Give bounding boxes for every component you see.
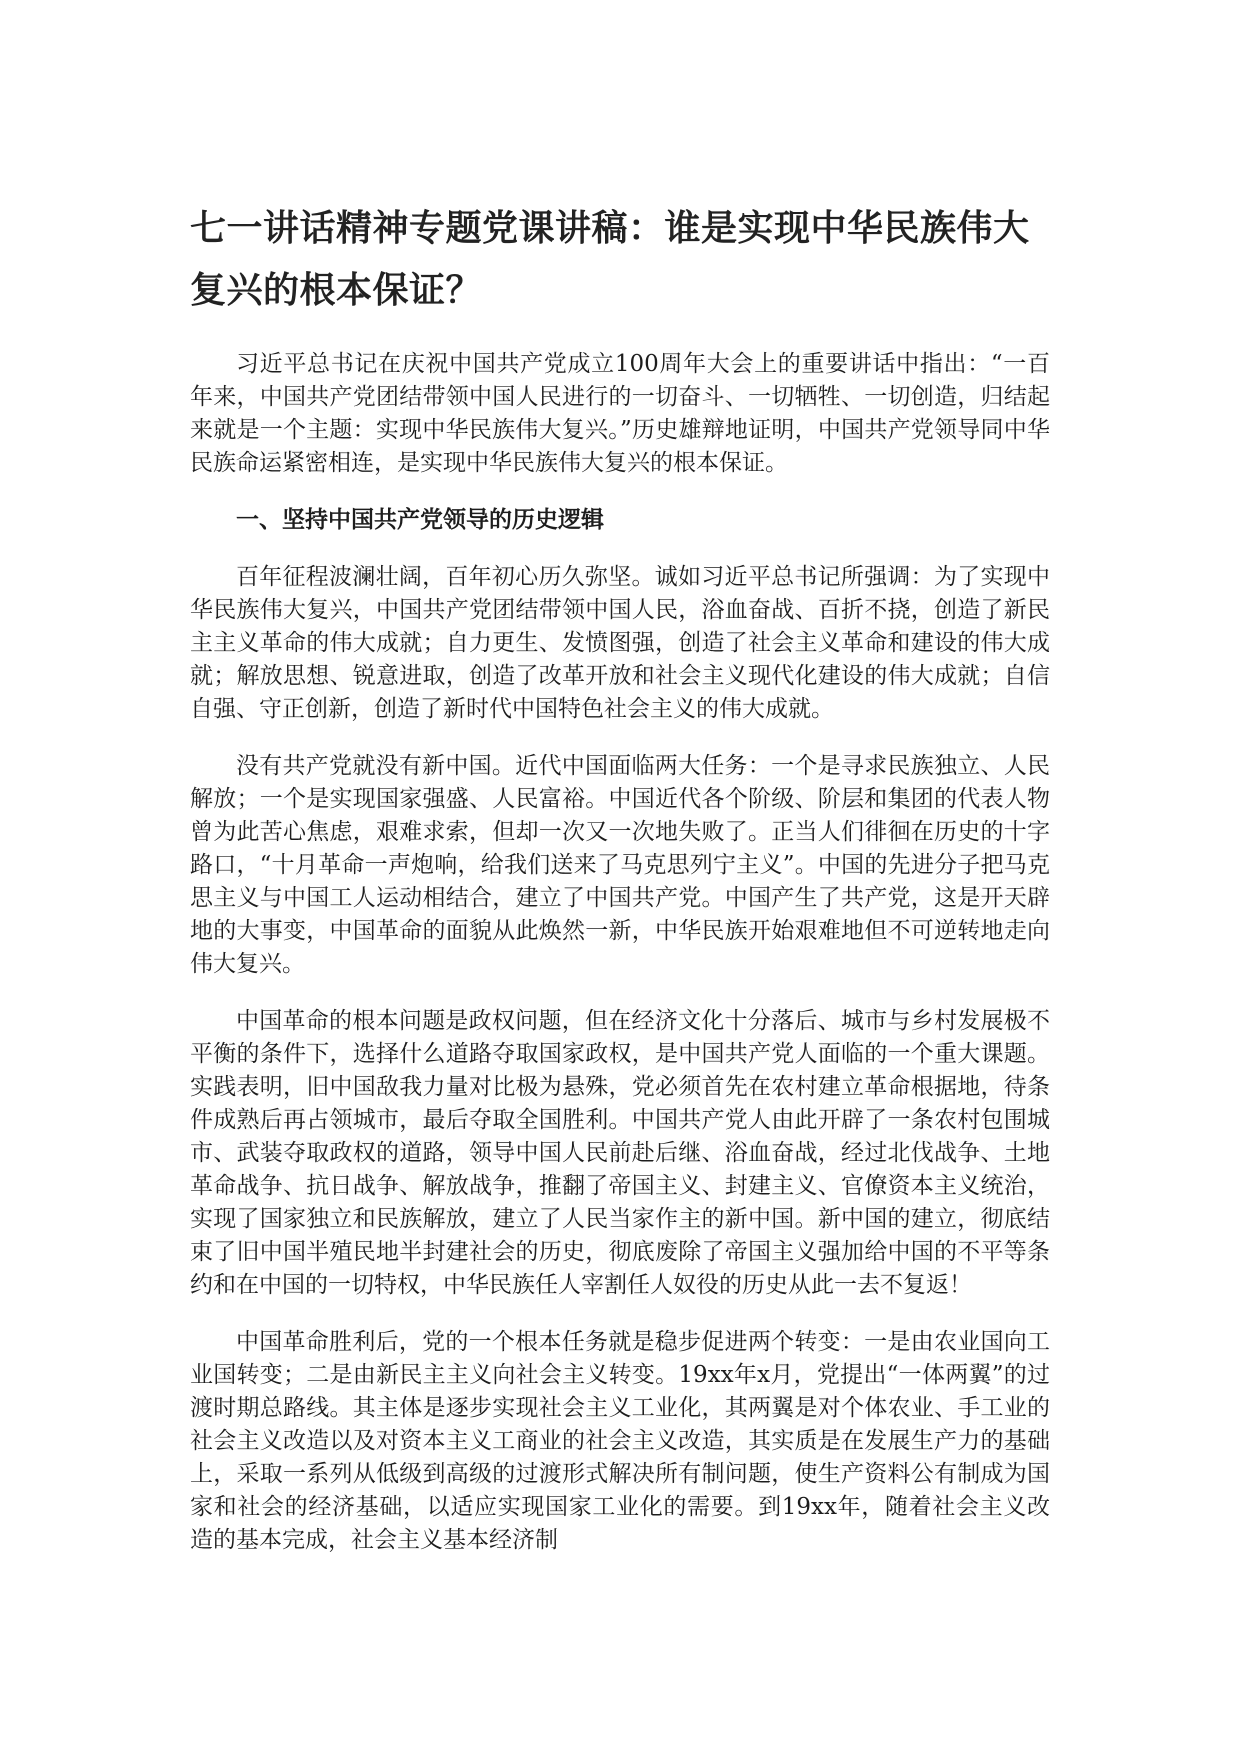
body-paragraph: 百年征程波澜壮阔，百年初心历久弥坚。诚如习近平总书记所强调：为了实现中华民族伟大复兴，中国共产党团结带领中国人民，浴血奋战、百折不挠，创造了新民主主义革命的伟大成就；自力更生、发愤图强，创造了社会主义革命和建设的伟大成就；解放思想、锐意进取，创造了改革开放和社会主义现代化建设的伟大成就；自信自强、守正创新，创造了新时代中国特色社会主义的伟大成就。	[190, 564, 1050, 722]
body-paragraph: 中国革命胜利后，党的一个根本任务就是稳步促进两个转变：一是由农业国向工业国转变；二是由新民主主义向社会主义转变。19xx年x月，党提出“一体两翼”的过渡时期总路线。其主体是逐步实现社会主义工业化，其两翼是对个体农业、手工业的社会主义改造以及对资本主义工商业的社会主义改造，其实质是在发展生产力的基础上，采取一系列从低级到高级的过渡形式解决所有制问题，使生产资料公有制成为国家和社会的经济基础，以适应实现国家工业化的需要。到19xx年，随着社会主义改造的基本完成，社会主义基本经济制	[190, 1329, 1050, 1553]
document-body	[190, 198, 1050, 1581]
body-paragraph: 中国革命的根本问题是政权问题，但在经济文化十分落后、城市与乡村发展极不平衡的条件下，选择什么道路夺取国家政权，是中国共产党人面临的一个重大课题。实践表明，旧中国敌我力量对比极为悬殊，党必须首先在农村建立革命根据地，待条件成熟后再占领城市，最后夺取全国胜利。中国共产党人由此开辟了一条农村包围城市、武装夺取政权的道路，领导中国人民前赴后继、浴血奋战，经过北伐战争、土地革命战争、抗日战争、解放战争，推翻了帝国主义、封建主义、官僚资本主义统治，实现了国家独立和民族解放，建立了人民当家作主的新中国。新中国的建立，彻底结束了旧中国半殖民地半封建社会的历史，彻底废除了帝国主义强加给中国的不平等条约和在中国的一切特权，中华民族任人宰割任人奴役的历史从此一去不复返！	[190, 1008, 1050, 1298]
section-heading-1: 一、坚持中国共产党领导的历史逻辑	[236, 507, 604, 533]
intro-paragraph: 习近平总书记在庆祝中国共产党成立100周年大会上的重要讲话中指出：“一百年来，中国共产党团结带领中国人民进行的一切奋斗、一切牺牲、一切创造，归结起来就是一个主题：实现中华民族伟大复兴。”历史雄辩地证明，中国共产党领导同中华民族命运紧密相连，是实现中华民族伟大复兴的根本保证。	[190, 351, 1050, 476]
body-paragraph: 没有共产党就没有新中国。近代中国面临两大任务：一个是寻求民族独立、人民解放；一个是实现国家强盛、人民富裕。中国近代各个阶级、阶层和集团的代表人物曾为此苦心焦虑，艰难求索，但却一次又一次地失败了。正当人们徘徊在历史的十字路口，“十月革命一声炮响，给我们送来了马克思列宁主义”。中国的先进分子把马克思主义与中国工人运动相结合，建立了中国共产党。中国产生了共产党，这是开天辟地的大事变，中国革命的面貌从此焕然一新，中华民族开始艰难地但不可逆转地走向伟大复兴。	[190, 753, 1050, 977]
document-title: 七一讲话精神专题党课讲稿：谁是实现中华民族伟大复兴的根本保证？	[190, 208, 1030, 311]
